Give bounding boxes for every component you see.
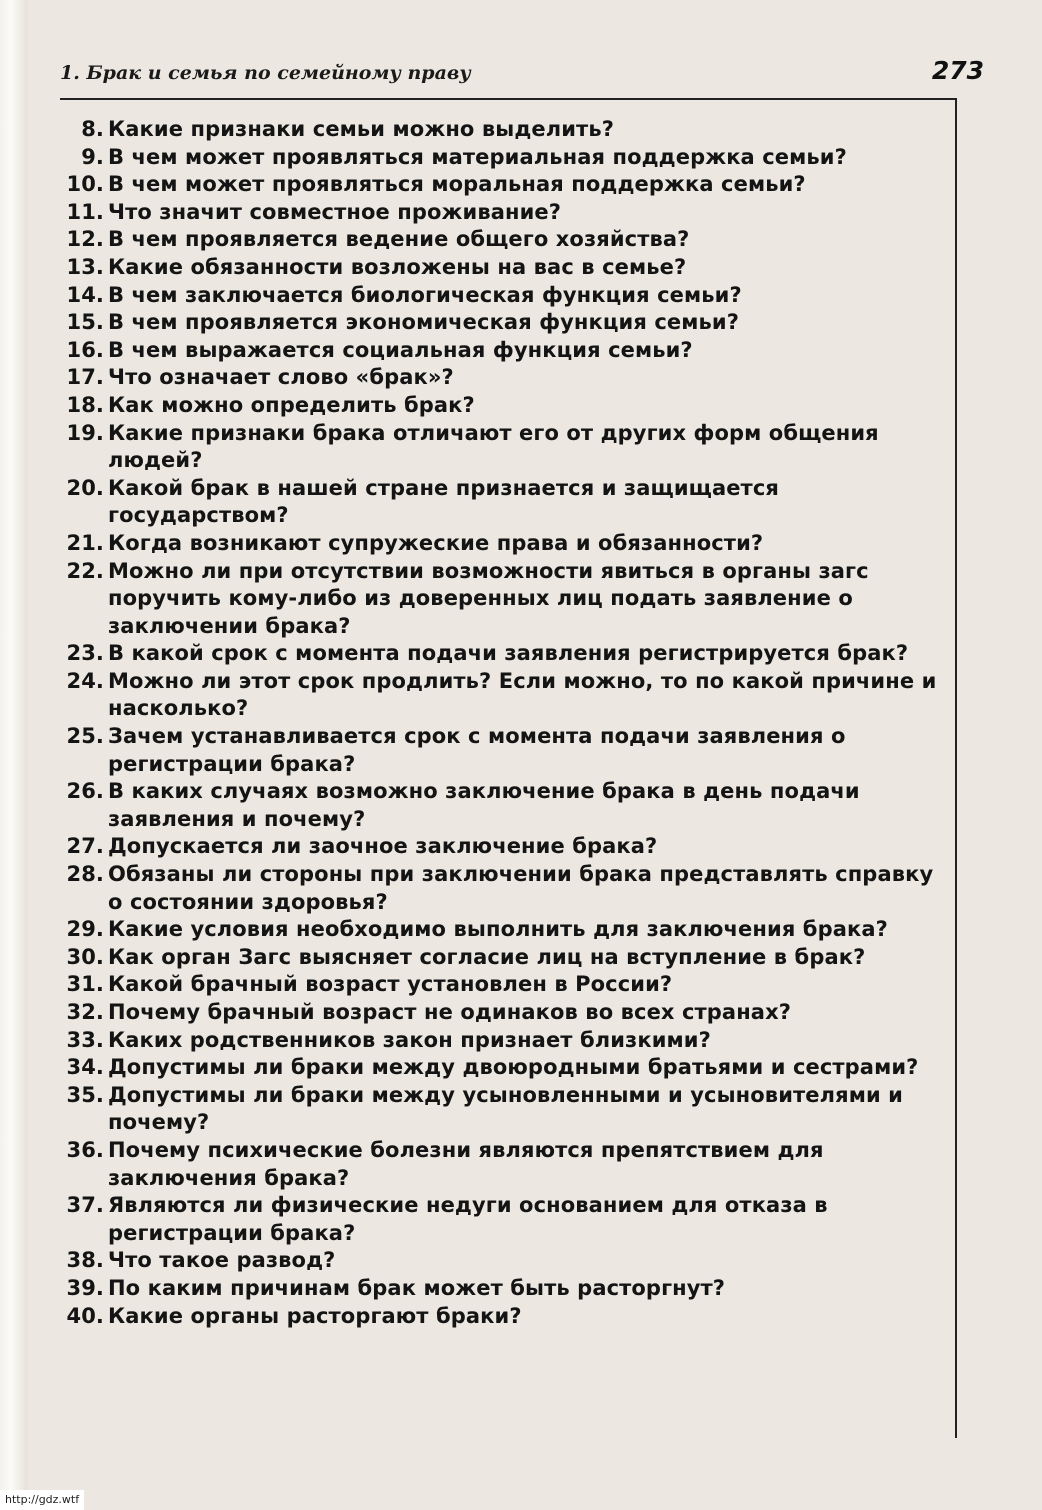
- question-number: 19.: [66, 420, 104, 445]
- question-number: 35.: [66, 1082, 104, 1107]
- question-text: Каких родственников закон признает близкими?: [108, 1027, 711, 1052]
- question-text: Какой брак в нашей стране признается и защищается государством?: [108, 475, 779, 528]
- question-item: [58, 1054, 948, 1082]
- question-item: [58, 1192, 948, 1247]
- question-text: По каким причинам брак может быть расторгнут?: [108, 1275, 726, 1300]
- question-item: [58, 861, 948, 916]
- question-item: [58, 723, 948, 778]
- question-text: Почему брачный возраст не одинаков во всех странах?: [108, 1000, 792, 1024]
- question-number: 34.: [66, 1055, 104, 1080]
- question-number: 25.: [66, 724, 104, 749]
- question-item: [58, 944, 948, 972]
- question-number: 11.: [66, 199, 104, 224]
- running-header: [60, 56, 990, 98]
- question-number: 23.: [66, 641, 104, 666]
- question-number: 27.: [66, 834, 104, 859]
- question-item: [58, 1247, 948, 1275]
- question-number: 20.: [66, 475, 104, 500]
- question-text: В каких случаях возможно заключение брака в день подачи заявления и почему?: [108, 779, 860, 831]
- question-text: Можно ли при отсутствии возможности явиться в органы загс поручить кому-либо из доверенных лиц подать заявление о заключении брака?: [108, 558, 869, 638]
- question-number: 10.: [66, 172, 104, 197]
- question-text: Допускается ли заочное заключение брака?: [108, 834, 658, 859]
- question-item: [58, 971, 948, 999]
- question-number: 40.: [66, 1303, 104, 1328]
- question-item: [58, 640, 948, 668]
- question-text: Зачем устанавливается срок с момента подачи заявления о регистрации брака?: [108, 724, 846, 776]
- question-number: 26.: [66, 779, 104, 804]
- question-number: 8.: [81, 117, 104, 141]
- chapter-title: 1. Брак и семья по семейному праву: [60, 62, 471, 84]
- source-url: http://gdz.wtf: [0, 1490, 84, 1510]
- question-item: [58, 282, 948, 310]
- question-item: [58, 199, 948, 227]
- question-text: В чем выражается социальная функция семьи?: [108, 337, 693, 362]
- question-text: В чем может проявляться материальная поддержка семьи?: [108, 144, 847, 169]
- question-item: [58, 530, 948, 558]
- question-item: [58, 558, 948, 641]
- question-text: Какие обязанности возложены на вас в семье?: [108, 254, 687, 279]
- question-text: Почему психические болезни являются препятствием для заключения брака?: [108, 1137, 824, 1190]
- question-number: 9.: [81, 144, 104, 169]
- question-number: 21.: [66, 530, 104, 555]
- question-number: 39.: [66, 1275, 104, 1300]
- question-item: [58, 226, 948, 254]
- question-number: 38.: [66, 1248, 104, 1273]
- question-item: [58, 420, 948, 475]
- question-number: 15.: [66, 310, 104, 335]
- question-text: Какие условия необходимо выполнить для заключения брака?: [108, 917, 888, 942]
- question-item: [58, 364, 948, 392]
- question-item: [58, 171, 948, 199]
- question-text: Допустимы ли браки между двоюродными братьями и сестрами?: [108, 1055, 919, 1080]
- question-item: [58, 309, 948, 337]
- question-text: Что такое развод?: [108, 1248, 336, 1273]
- question-item: [58, 116, 948, 144]
- question-text: Какие органы расторгают браки?: [108, 1303, 522, 1328]
- question-text: Какие признаки семьи можно выделить?: [108, 117, 614, 141]
- question-number: 14.: [66, 282, 104, 307]
- question-item: [58, 778, 948, 833]
- question-number: 24.: [66, 668, 104, 693]
- question-text: Являются ли физические недуги основанием для отказа в регистрации брака?: [108, 1193, 828, 1245]
- question-number: 28.: [66, 862, 104, 887]
- page-number: 273: [931, 56, 984, 85]
- question-text: В какой срок с момента подачи заявления регистрируется брак?: [108, 641, 909, 666]
- question-text: Что означает слово «брак»?: [108, 365, 454, 390]
- question-item: [58, 833, 948, 861]
- question-number: 22.: [66, 558, 104, 583]
- question-item: [58, 999, 948, 1027]
- question-item: [58, 337, 948, 365]
- book-spine-edge: [0, 0, 28, 1510]
- question-text: Как можно определить брак?: [108, 392, 475, 417]
- question-text: Когда возникают супружеские права и обязанности?: [108, 530, 764, 555]
- question-text: Что значит совместное проживание?: [108, 199, 562, 224]
- question-item: [58, 392, 948, 420]
- question-text: Допустимы ли браки между усыновленными и усыновителями и почему?: [108, 1082, 903, 1135]
- question-item: [58, 254, 948, 282]
- question-item: [58, 1082, 948, 1137]
- question-item: [58, 1275, 948, 1303]
- question-text: В чем проявляется ведение общего хозяйства?: [108, 227, 690, 252]
- question-number: 12.: [66, 227, 104, 252]
- question-number: 36.: [66, 1137, 104, 1162]
- question-item: [58, 1137, 948, 1192]
- question-text: Как орган Загс выясняет согласие лиц на вступление в брак?: [108, 944, 866, 969]
- question-text: Можно ли этот срок продлить? Если можно, то по какой причине и насколько?: [108, 668, 937, 721]
- question-number: 13.: [66, 254, 104, 279]
- question-item: [58, 475, 948, 530]
- question-number: 29.: [66, 917, 104, 942]
- question-number: 30.: [66, 944, 104, 969]
- question-text: Обязаны ли стороны при заключении брака представлять справку о состоянии здоровья?: [108, 862, 934, 914]
- question-number: 31.: [66, 972, 104, 997]
- question-number: 33.: [66, 1027, 104, 1052]
- header-rule: [60, 98, 955, 100]
- question-item: [58, 1027, 948, 1055]
- question-text: В чем заключается биологическая функция семьи?: [108, 282, 742, 307]
- question-text: В чем проявляется экономическая функция семьи?: [108, 310, 739, 335]
- question-number: 17.: [66, 365, 104, 390]
- question-text: В чем может проявляться моральная поддержка семьи?: [108, 172, 806, 197]
- question-item: [58, 1303, 948, 1331]
- question-number: 32.: [66, 1000, 104, 1024]
- question-item: [58, 668, 948, 723]
- question-text: Какой брачный возраст установлен в России?: [108, 972, 673, 997]
- question-item: [58, 916, 948, 944]
- question-text: Какие признаки брака отличают его от других форм общения людей?: [108, 420, 879, 473]
- question-number: 18.: [66, 392, 104, 417]
- margin-rule: [955, 98, 957, 1438]
- question-item: [58, 144, 948, 172]
- question-list: [58, 116, 948, 1330]
- question-number: 16.: [66, 337, 104, 362]
- question-number: 37.: [66, 1193, 104, 1218]
